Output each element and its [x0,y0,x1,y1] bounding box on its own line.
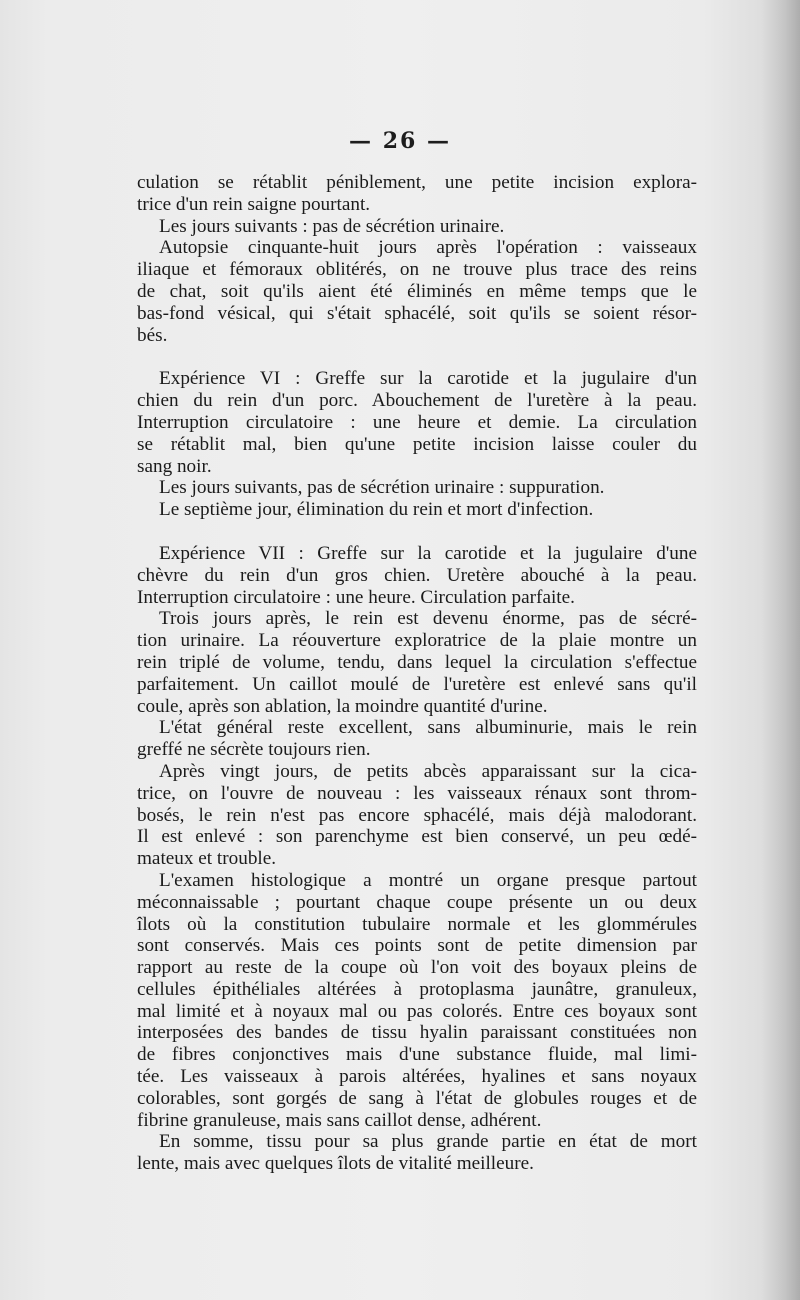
text-line: Interruption circulatoire : une heure. Circulation parfaite. [137,586,575,608]
body-text [137,172,697,1175]
paragraph [137,216,697,238]
text-line: trice d'un rein saigne pourtant. [137,193,371,215]
paragraph [137,477,697,499]
paragraph [137,870,697,1132]
text-line: lente, mais avec quelques îlots de vitalité meilleure. [137,1153,534,1175]
text-line: bés. [137,324,168,346]
page-edge-shadow [762,0,800,1300]
paragraph [137,499,697,521]
text-line: chien du rein d'un porc. Abouchement de l'uretère à la peau. [137,390,697,412]
text-line: sang noir. [137,455,212,477]
paragraph [137,543,697,608]
text-line: Il est enlevé : son parenchyme est bien conservé, un peu œdé- [137,826,697,848]
text-line: cellules épithéliales altérées à protoplasma jaunâtre, granuleux, [137,978,697,1000]
text-line: tée. Les vaisseaux à parois altérées, hyalines et sans noyaux [137,1066,697,1088]
page-number: — 26 — [349,128,451,154]
paragraph [137,761,697,870]
text-line: coule, après son ablation, la moindre quantité d'urine. [137,695,548,717]
text-line: culation se rétablit péniblement, une petite incision explora- [137,172,697,193]
paragraph [137,368,697,477]
text-line: se rétablit mal, bien qu'une petite incision laisse couler du [137,433,697,455]
text-line: greffé ne sécrète toujours rien. [137,739,371,761]
text-line: îlots où la constitution tubulaire normale et les glommérules [137,913,697,935]
text-line: Le septième jour, élimination du rein et mort d'infection. [159,499,594,521]
paragraph [137,1131,697,1175]
text-line: de chat, soit qu'ils aient été éliminés en même temps que le [137,280,697,302]
paragraph-spacer [137,346,697,368]
text-line: L'examen histologique a montré un organe presque partout [159,869,697,891]
text-line: trice, on l'ouvre de nouveau : les vaisseaux rénaux sont throm- [137,782,697,804]
text-line: fibrine granuleuse, mais sans caillot dense, adhérent. [137,1109,542,1131]
text-line: Interruption circulatoire : une heure et demie. La circulation [137,411,697,433]
text-line: rein triplé de volume, tendu, dans lequel la circulation s'effectue [137,651,697,673]
paragraph [137,608,697,717]
text-line: Trois jours après, le rein est devenu énorme, pas de sécré- [159,608,697,630]
text-line: colorables, sont gorgés de sang à l'état de globules rouges et de [137,1087,697,1109]
text-line: mal limité et à noyaux mal ou pas colorés. Entre ces boyaux sont [137,1000,697,1022]
text-line: chèvre du rein d'un gros chien. Uretère abouché à la peau. [137,564,697,586]
text-line: bas-fond vésical, qui s'était sphacélé, soit qu'ils se soient résor- [137,302,697,324]
text-line: rapport au reste de la coupe où l'on voit des boyaux pleins de [137,957,697,979]
text-line: Les jours suivants, pas de sécrétion urinaire : suppuration. [159,477,605,499]
text-line: sont conservés. Mais ces points sont de petite dimension par [137,935,697,957]
paragraph-spacer [137,521,697,543]
paragraph [137,717,697,761]
text-line: L'état général reste excellent, sans albuminurie, mais le rein [159,717,697,739]
paragraph [137,237,697,346]
text-line: interposées des bandes de tissu hyalin paraissant constituées non [137,1022,697,1044]
text-line: Après vingt jours, de petits abcès apparaissant sur la cica- [159,760,697,782]
text-line: tion urinaire. La réouverture exploratrice de la plaie montre un [137,630,697,652]
text-line: Expérience VI : Greffe sur la carotide et la jugulaire d'un [159,368,697,390]
text-line: Expérience VII : Greffe sur la carotide et la jugulaire d'une [159,542,697,564]
text-line: méconnaissable ; pourtant chaque coupe présente un ou deux [137,891,697,913]
text-line: Les jours suivants : pas de sécrétion urinaire. [159,215,505,237]
text-line: Autopsie cinquante-huit jours après l'opération : vaisseaux [159,237,697,259]
text-line: mateux et trouble. [137,848,277,870]
text-line: En somme, tissu pour sa plus grande partie en état de mort [159,1131,697,1153]
text-line: iliaque et fémoraux oblitérés, on ne trouve plus trace des reins [137,259,697,281]
text-line: de fibres conjonctives mais d'une substance fluide, mal limi- [137,1044,697,1066]
paragraph [137,172,697,216]
text-line: bosés, le rein n'est pas encore sphacélé, mais déjà malodorant. [137,804,697,826]
text-line: parfaitement. Un caillot moulé de l'uretère est enlevé sans qu'il [137,673,697,695]
